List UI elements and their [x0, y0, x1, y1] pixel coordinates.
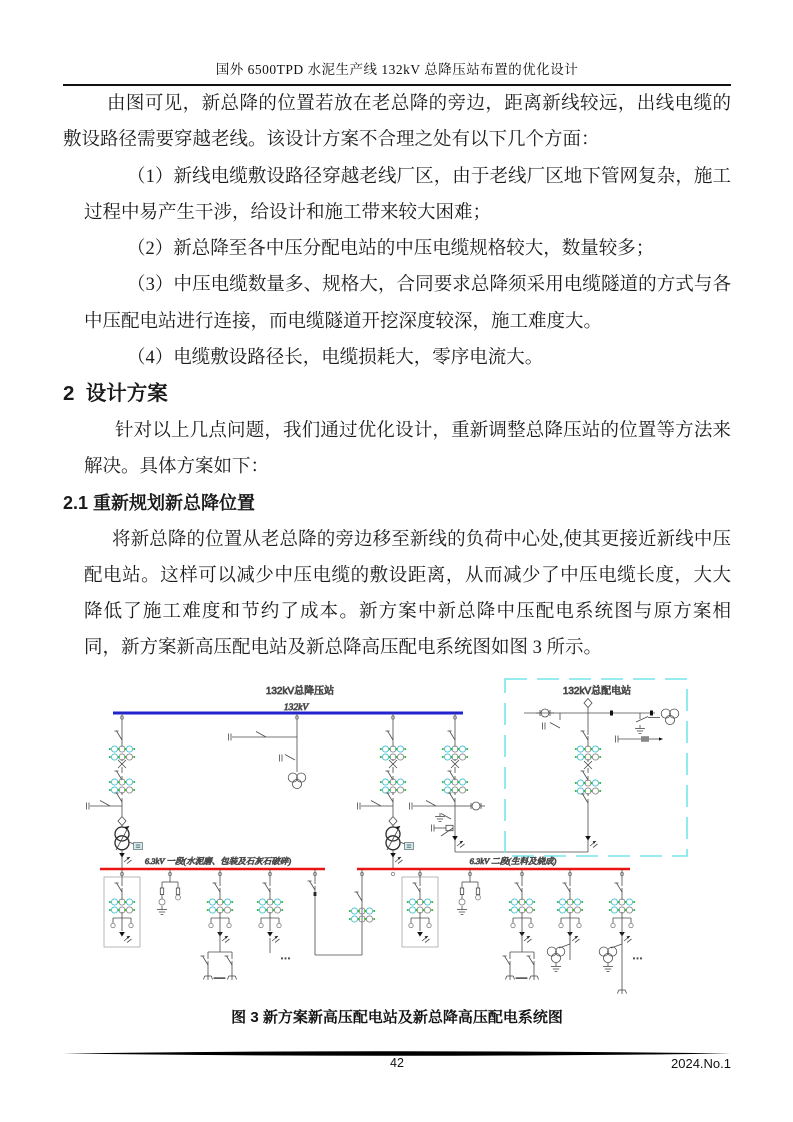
list-item-3: （3）中压电缆数量多、规格大，合同要求总降须采用电缆隧道的方式与各中压配电站进行连接，而电缆隧道开挖深度较深，施工难度大。 [84, 275, 731, 332]
mv-feeders-bus1 [104, 869, 375, 984]
running-header: 国外 6500TPD 水泥生产线 132kV 总降压站布置的优化设计 [215, 62, 579, 77]
list-item-4: （4）电缆敷设路径长，电缆损耗大，零序电流大。 [127, 348, 544, 369]
feeder-dash-2: — [516, 972, 527, 984]
left-station-label: 132kV总降压站 [265, 686, 335, 697]
cable-bay [410, 713, 589, 852]
paragraph-plan: 针对以上几点问题，我们通过优化设计，重新调整总降压站的位置等方法来解决。具体方案如下： [84, 420, 731, 477]
section-heading-2: 2 设计方案 [63, 382, 168, 406]
single-line-diagram [0, 672, 793, 1005]
hv-bus-label: 132kV [283, 703, 309, 713]
mv-bus1-label: 6.3kV 一段(水泥磨、包装及石灰石破碎) [144, 856, 292, 866]
mv-bus-section [100, 856, 630, 876]
mv-feeders-bus2 [402, 869, 643, 994]
transformer-bay-2 [358, 713, 414, 869]
pt-bay [229, 713, 306, 789]
station-boundary-box [505, 679, 687, 856]
bus-tie [308, 869, 376, 955]
list-item-1: （1）新线电缆敷设路径穿越老线厂区，由于老线厂区地下管网复杂，施工过程中易产生干涉，给设计和施工带来较大困难； [84, 166, 731, 223]
body-text [63, 86, 731, 667]
feeder-ellipsis-1: … [280, 950, 291, 962]
feeder-ellipsis-2: … [632, 950, 643, 962]
hv-substation-section [87, 684, 589, 869]
right-station-label: 132kV总配电站 [562, 686, 632, 697]
transformer-bay-1 [87, 713, 143, 869]
figure-caption: 图 3 新方案新高压配电站及新总降高压配电系统图 [231, 1009, 563, 1026]
paragraph-intro: 由图可见，新总降的位置若放在老总降的旁边，距离新线较远，出线电缆的敷设路径需要穿越老线。该设计方案不合理之处有以下几个方面： [63, 94, 731, 151]
page-number: 42 [390, 1056, 404, 1070]
feeder-dash-1: — [214, 972, 225, 984]
hv-distribution-station [505, 679, 687, 856]
list-item-2: （2）新总降至各中压分配电站的中压电缆规格较大，数量较多； [127, 239, 655, 260]
issue-number: 2024.No.1 [671, 1056, 731, 1071]
mv-bus2-label: 6.3kV 二段(生料及烧成) [469, 856, 557, 866]
section-heading-2-1: 2.1 重新规划新总降位置 [63, 493, 256, 514]
paragraph-relocation: 将新总降的位置从老总降的旁边移至新线的负荷中心处,使其更接近新线中压配电站。这样可以减少中压电缆的敷设距离，从而减少了中压电缆长度，大大降低了施工难度和节约了成本。新方案中新总降中压配电系统图与原方案相同，新方案新高压配电站及新总降高压配电系统图如图 3 所示。 [84, 529, 731, 659]
